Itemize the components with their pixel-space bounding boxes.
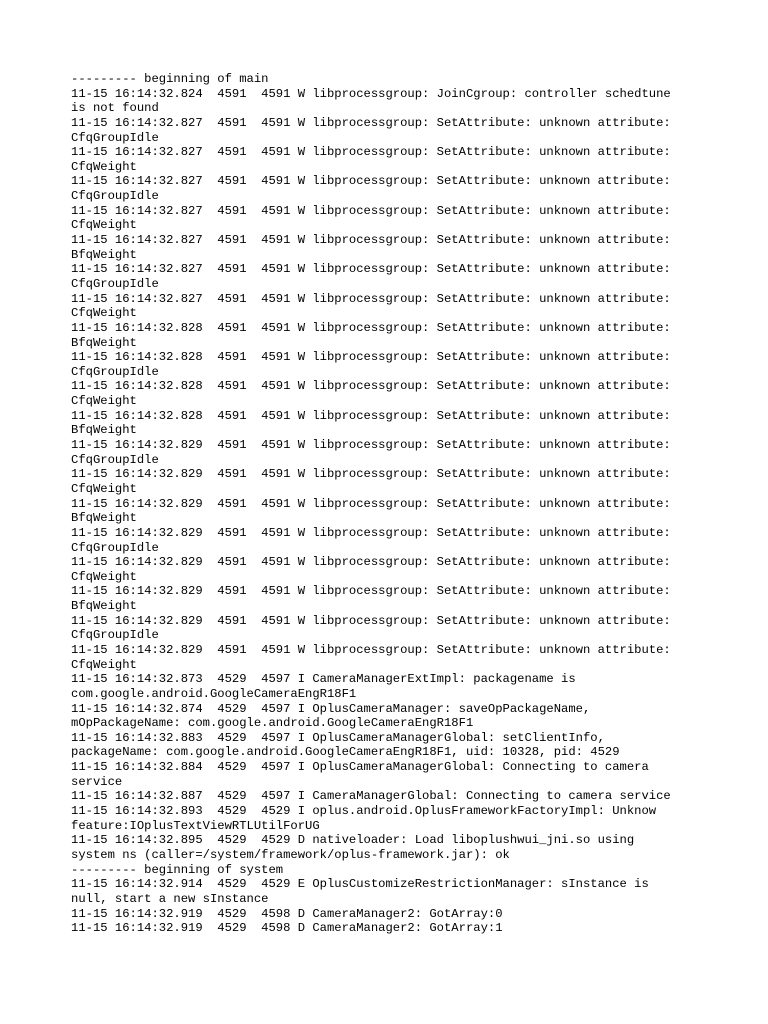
log-line: is not found <box>71 101 159 116</box>
log-line: 11-15 16:14:32.827 4591 4591 W libprocessgroup: SetAttribute: unknown attribute: <box>71 115 671 130</box>
log-line: CfqWeight <box>71 569 137 584</box>
log-line: system ns (caller=/system/framework/oplus-framework.jar): ok <box>71 847 510 862</box>
log-line: 11-15 16:14:32.828 4591 4591 W libprocessgroup: SetAttribute: unknown attribute: <box>71 320 671 335</box>
log-line: BfqWeight <box>71 511 137 526</box>
log-line: service <box>71 774 123 789</box>
log-line: CfqGroupIdle <box>71 189 159 204</box>
log-line: 11-15 16:14:32.829 4591 4591 W libprocessgroup: SetAttribute: unknown attribute: <box>71 584 671 599</box>
log-line: 11-15 16:14:32.914 4529 4529 E OplusCustomizeRestrictionManager: sInstance is <box>71 877 649 892</box>
log-line: 11-15 16:14:32.827 4591 4591 W libprocessgroup: SetAttribute: unknown attribute: <box>71 291 671 306</box>
log-line: 11-15 16:14:32.895 4529 4529 D nativeloader: Load liboplushwui_jni.so using <box>71 833 635 848</box>
log-line: 11-15 16:14:32.829 4591 4591 W libprocessgroup: SetAttribute: unknown attribute: <box>71 496 671 511</box>
log-line: 11-15 16:14:32.829 4591 4591 W libprocessgroup: SetAttribute: unknown attribute: <box>71 467 671 482</box>
log-line: 11-15 16:14:32.824 4591 4591 W libprocessgroup: JoinCgroup: controller schedtune <box>71 86 671 101</box>
log-line: 11-15 16:14:32.873 4529 4597 I CameraManagerExtImpl: packagename is <box>71 672 576 687</box>
log-line: 11-15 16:14:32.829 4591 4591 W libprocessgroup: SetAttribute: unknown attribute: <box>71 642 671 657</box>
log-line: 11-15 16:14:32.829 4591 4591 W libprocessgroup: SetAttribute: unknown attribute: <box>71 525 671 540</box>
log-line: 11-15 16:14:32.829 4591 4591 W libprocessgroup: SetAttribute: unknown attribute: <box>71 438 671 453</box>
log-line: 11-15 16:14:32.829 4591 4591 W libprocessgroup: SetAttribute: unknown attribute: <box>71 613 671 628</box>
log-line: CfqWeight <box>71 394 137 409</box>
log-line: 11-15 16:14:32.828 4591 4591 W libprocessgroup: SetAttribute: unknown attribute: <box>71 408 671 423</box>
log-line: CfqWeight <box>71 218 137 233</box>
log-line: 11-15 16:14:32.827 4591 4591 W libprocessgroup: SetAttribute: unknown attribute: <box>71 262 671 277</box>
log-line: 11-15 16:14:32.887 4529 4597 I CameraManagerGlobal: Connecting to camera service <box>71 789 671 804</box>
log-line: CfqGroupIdle <box>71 452 159 467</box>
log-line: 11-15 16:14:32.919 4529 4598 D CameraManager2: GotArray:0 <box>71 906 503 921</box>
log-line: CfqGroupIdle <box>71 628 159 643</box>
log-line: CfqWeight <box>71 481 137 496</box>
log-line: --------- beginning of system <box>71 862 284 877</box>
log-line: null, start a new sInstance <box>71 891 269 906</box>
log-line: 11-15 16:14:32.883 4529 4597 I OplusCameraManagerGlobal: setClientInfo, <box>71 730 605 745</box>
log-line: 11-15 16:14:32.874 4529 4597 I OplusCameraManager: saveOpPackageName, <box>71 701 591 716</box>
log-line: CfqGroupIdle <box>71 276 159 291</box>
log-line: 11-15 16:14:32.829 4591 4591 W libprocessgroup: SetAttribute: unknown attribute: <box>71 555 671 570</box>
log-line: BfqWeight <box>71 247 137 262</box>
log-line: BfqWeight <box>71 335 137 350</box>
log-line: CfqWeight <box>71 306 137 321</box>
log-line: mOpPackageName: com.google.android.GoogleCameraEngR18F1 <box>71 716 474 731</box>
log-text <box>71 72 711 936</box>
log-line: feature:IOplusTextViewRTLUtilForUG <box>71 818 320 833</box>
log-line: packageName: com.google.android.GoogleCameraEngR18F1, uid: 10328, pid: 4529 <box>71 745 620 760</box>
log-line: CfqWeight <box>71 159 137 174</box>
log-line: 11-15 16:14:32.827 4591 4591 W libprocessgroup: SetAttribute: unknown attribute: <box>71 145 671 160</box>
log-line: CfqWeight <box>71 657 137 672</box>
log-line: 11-15 16:14:32.828 4591 4591 W libprocessgroup: SetAttribute: unknown attribute: <box>71 379 671 394</box>
log-line: CfqGroupIdle <box>71 540 159 555</box>
log-line: 11-15 16:14:32.893 4529 4529 I oplus.android.OplusFrameworkFactoryImpl: Unknow <box>71 804 657 819</box>
log-line: 11-15 16:14:32.827 4591 4591 W libprocessgroup: SetAttribute: unknown attribute: <box>71 233 671 248</box>
log-line: --------- beginning of main <box>71 72 269 86</box>
log-line: 11-15 16:14:32.827 4591 4591 W libprocessgroup: SetAttribute: unknown attribute: <box>71 174 671 189</box>
log-line: 11-15 16:14:32.919 4529 4598 D CameraManager2: GotArray:1 <box>71 921 503 936</box>
log-line: 11-15 16:14:32.828 4591 4591 W libprocessgroup: SetAttribute: unknown attribute: <box>71 350 671 365</box>
log-line: com.google.android.GoogleCameraEngR18F1 <box>71 686 357 701</box>
log-line: BfqWeight <box>71 423 137 438</box>
log-line: CfqGroupIdle <box>71 130 159 145</box>
log-line: 11-15 16:14:32.884 4529 4597 I OplusCameraManagerGlobal: Connecting to camera <box>71 760 649 775</box>
log-line: CfqGroupIdle <box>71 364 159 379</box>
log-line: BfqWeight <box>71 599 137 614</box>
log-line: 11-15 16:14:32.827 4591 4591 W libprocessgroup: SetAttribute: unknown attribute: <box>71 203 671 218</box>
